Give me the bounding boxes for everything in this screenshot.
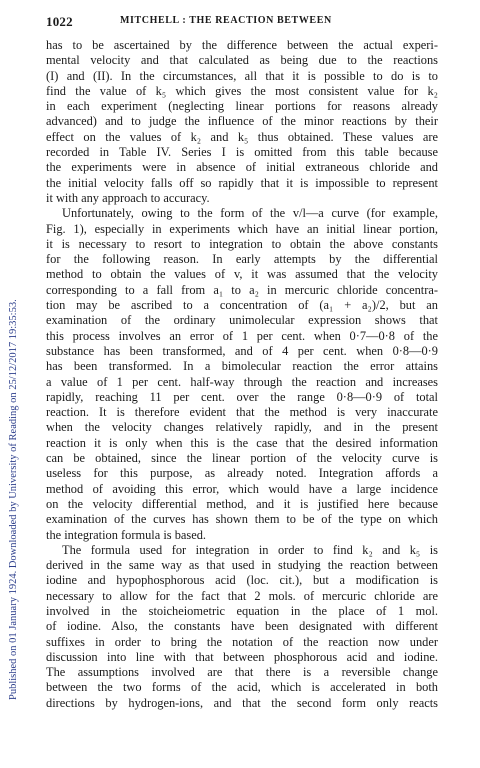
text-line: tion may be ascribed to a concentration of (a₁ + a₂)/2, but an (46, 298, 438, 313)
text-line: in each experiment (neglecting linear portions for reasons already (46, 99, 438, 114)
text-line: discussion into line with that between phosphorous acid and iodine. (46, 649, 438, 664)
text-line: involved in the stoicheiometric equation in the place of 1 mol. (46, 603, 438, 618)
text-line: necessary to allow for the fact that 2 mols. of mercuric chloride are (46, 588, 438, 603)
text-line: substance has been transformed, and of 4 per cent. when 0·8—0·9 (46, 343, 438, 358)
text-line: (I) and (II). In the circumstances, all that it is possible to do is to (46, 68, 438, 83)
text-line: it with any approach to accuracy. (46, 190, 210, 205)
running-head: MITCHELL : THE REACTION BETWEEN (120, 15, 332, 26)
text-line: on the velocity differential method, and it is justified here because (46, 496, 438, 511)
text-line: directions by hydrogen-ions, and that the second form only reacts (46, 695, 438, 710)
text-line: reaction. It is therefore evident that the method is very inaccurate (46, 405, 438, 420)
text-line: useless for this purpose, as already noted. Integration affords a (46, 466, 438, 481)
text-line: has to be ascertained by the difference between the actual experi- (46, 38, 438, 52)
text-line: find the value of k₅ which gives the most consistent value for k₂ (46, 83, 438, 98)
text-line: the initial velocity falls off so rapidly that it is impossible to represent (46, 175, 438, 190)
text-line: it is necessary to resort to integration to obtain the above constants (46, 236, 438, 251)
paragraph-start-line: Unfortunately, owing to the form of the v/l—a curve (for example, (62, 206, 438, 221)
text-line: rapidly, reaching 11 per cent. over the range 0·8—0·9 of total (46, 389, 438, 404)
text-line: the integration formula is based. (46, 527, 207, 542)
download-watermark: Published on 01 January 1924. Downloaded by University of Reading on 25/12/2017 19:35:53. (8, 299, 19, 700)
text-line: iodine and hypophosphorous acid (loc. cit.), but a modification is (46, 573, 438, 588)
text-line: advanced) and to judge the influence of the minor reactions by their (46, 114, 438, 129)
text-line: Fig. 1), especially in experiments which have an initial linear portion, (46, 221, 438, 236)
text-line: examination of the curves has shown them to be of the type on which (46, 512, 438, 527)
text-line: can be obtained, since the linear portion of the velocity curve is (46, 451, 438, 466)
text-line: The assumptions involved are that there is a reversible change (46, 665, 438, 680)
text-line: derived in the same way as that used in studying the reaction between (46, 558, 438, 573)
text-line: reaction it is only when this is the case that the desired information (46, 435, 438, 450)
text-line: method of avoiding this error, which would have a large incidence (46, 481, 438, 496)
text-line: this process involves an error of 1 per cent. when 0·7—0·8 of the (46, 328, 438, 343)
text-line: mental velocity and that calculated as being due to the reactions (46, 53, 438, 68)
text-line: for the following reason. In early attempts by the differential (46, 252, 438, 267)
text-line: has been transformed. In a bimolecular reaction the error attains (46, 359, 438, 374)
text-line: of iodine. Also, the constants have been designated with different (46, 619, 438, 634)
body-text (46, 38, 438, 711)
text-line: corresponding to a fall from a₁ to a₂ in mercuric chloride concentra- (46, 282, 438, 297)
text-line: examination of the ordinary unimolecular expression shows that (46, 313, 438, 328)
text-line: effect on the values of k₂ and k₅ thus obtained. These values are (46, 129, 438, 144)
text-line: the experiments were in absence of initial extraneous chloride and (46, 160, 438, 175)
page-number: 1022 (46, 14, 73, 29)
text-line: method to obtain the values of v, it was assumed that the velocity (46, 267, 438, 282)
text-line: between the two forms of the acid, which is accelerated in both (46, 680, 438, 695)
paragraph-start-line: The formula used for integration in order to find k₂ and k₅ is (62, 542, 438, 557)
text-line: when the velocity changes relatively rapidly, and in the present (46, 420, 438, 435)
text-line: a value of 1 per cent. half-way through the reaction and increases (46, 374, 438, 389)
text-line: suffixes in order to bring the notation of the reaction now under (46, 634, 438, 649)
text-line: recorded in Table IV. Series I is omitted from this table because (46, 145, 438, 160)
